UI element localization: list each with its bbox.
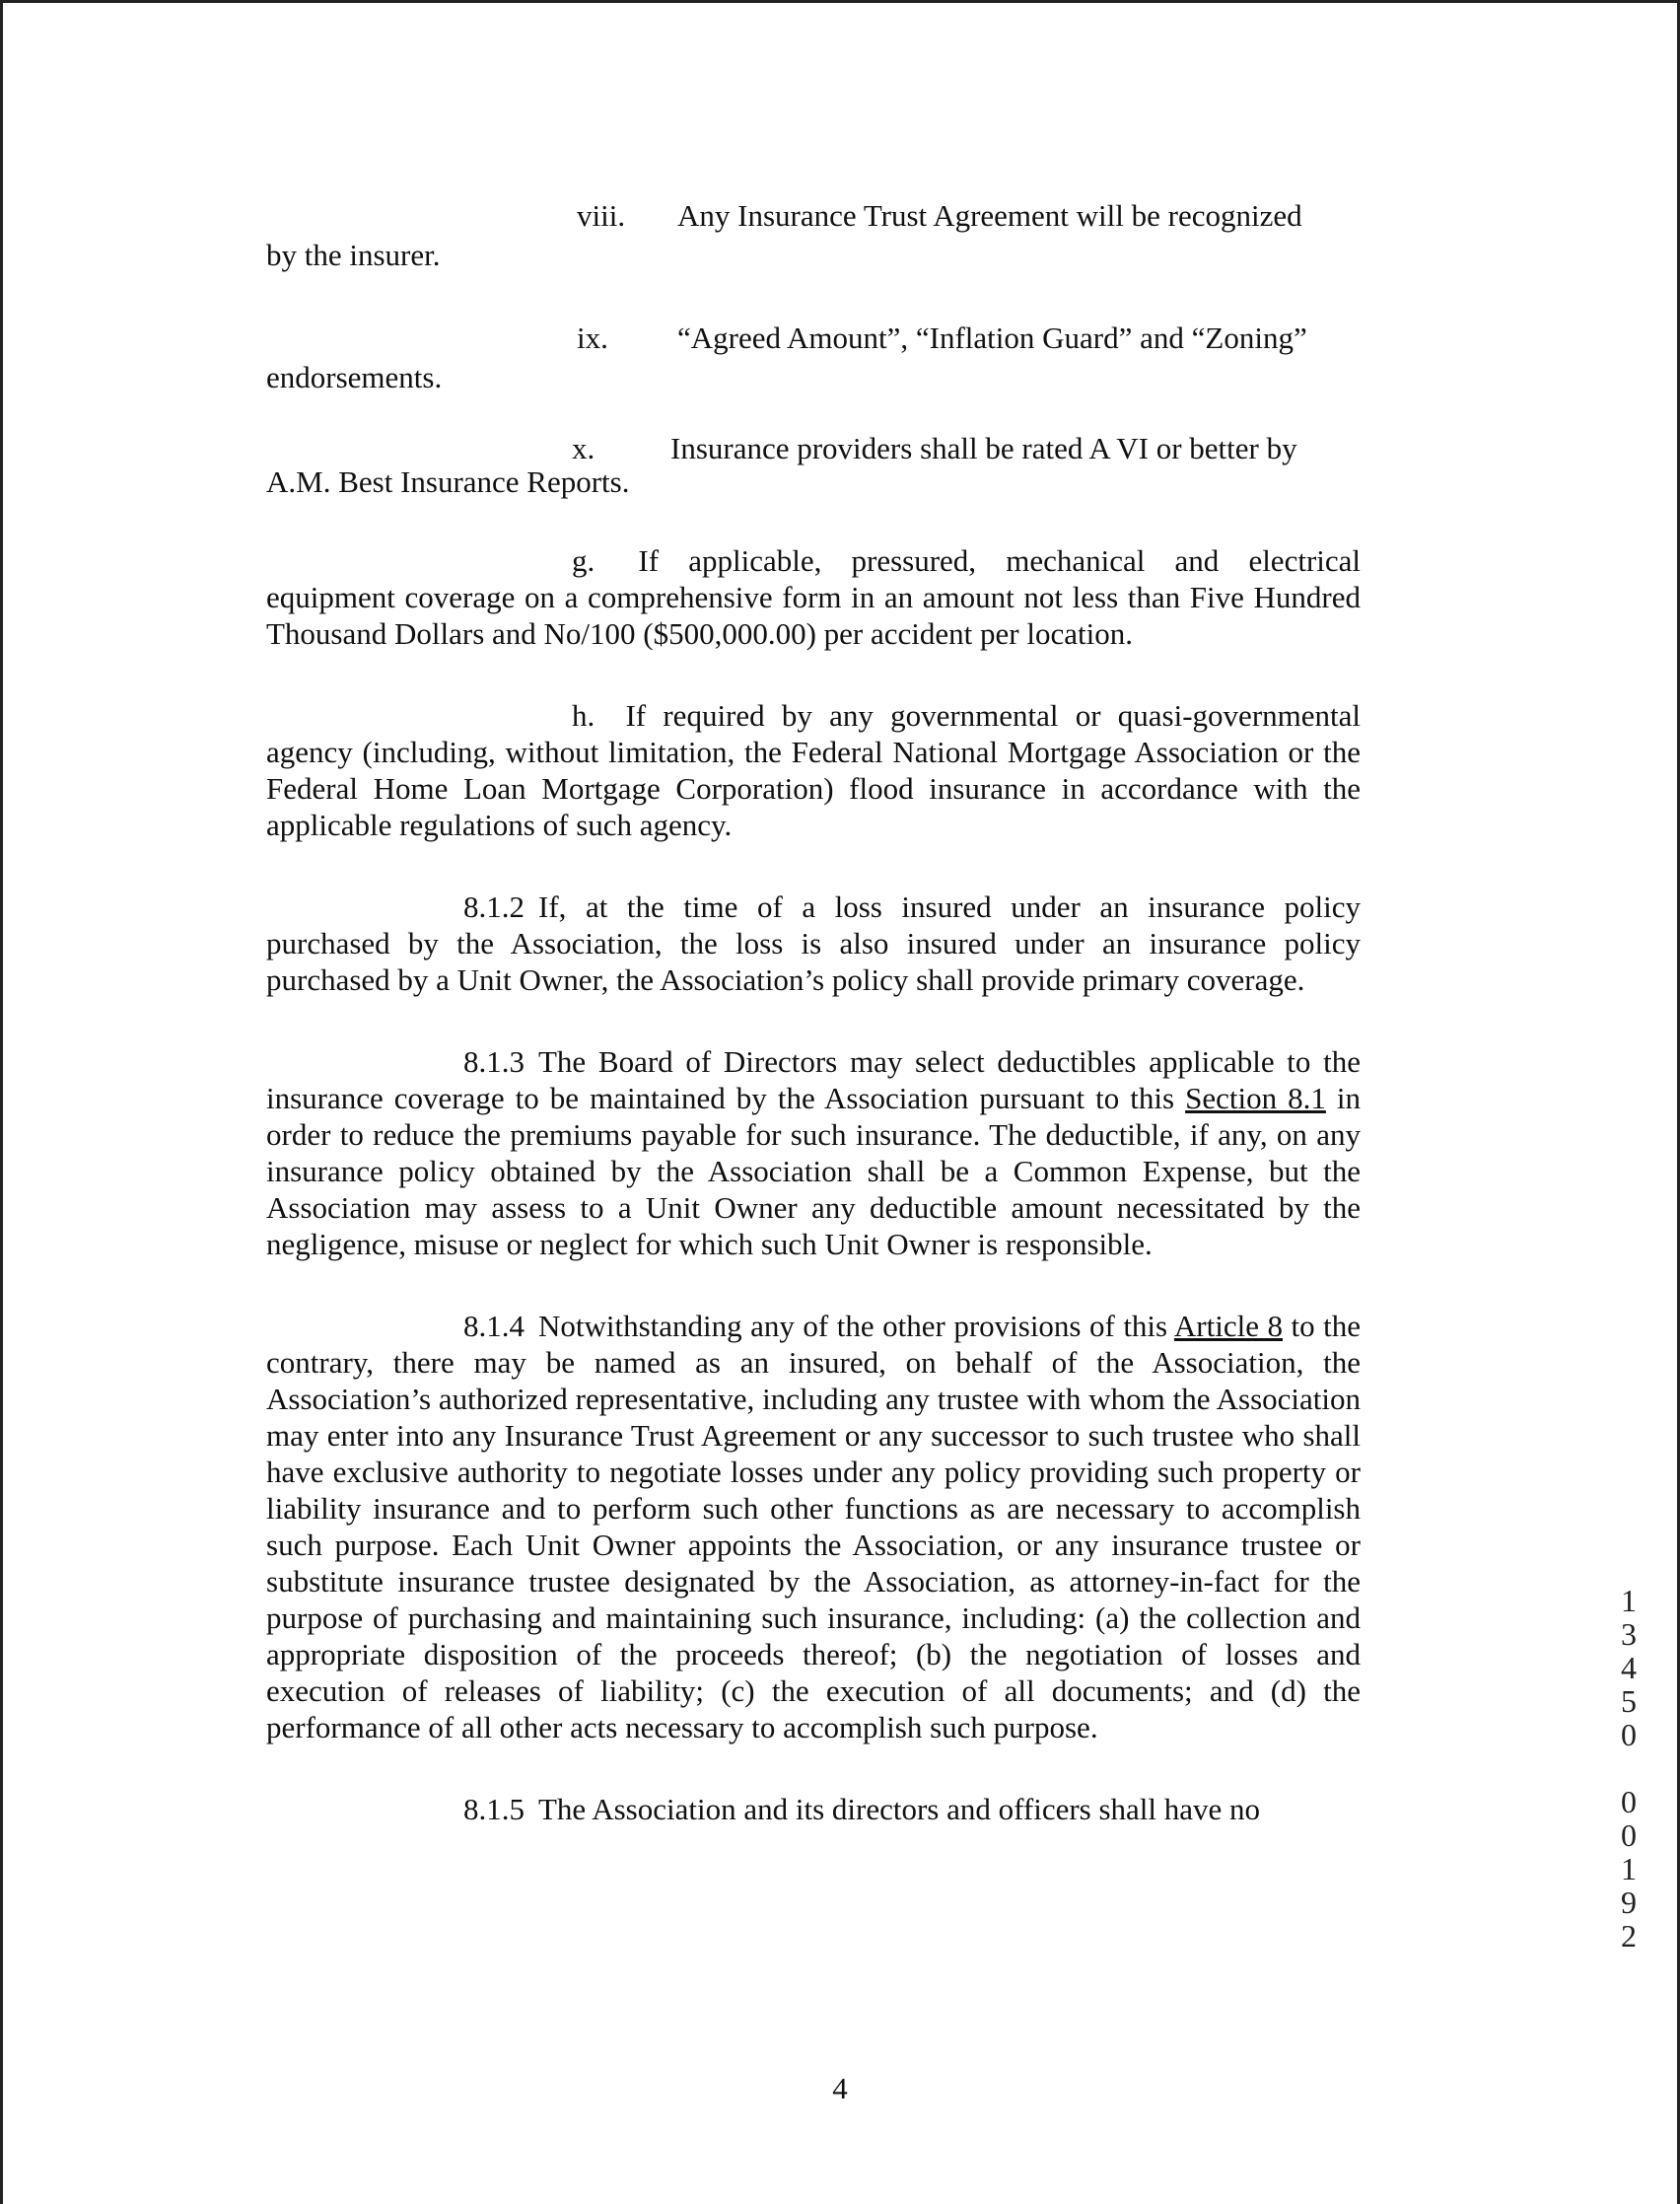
margin-stamp-part2: 00192 [1611,1784,1646,1952]
scan-edge-left [0,0,3,2204]
section-8-1-reference: Section 8.1 [1185,1081,1326,1115]
section-8-1-4 [266,1308,1361,1745]
section-8-1-3-number: 8.1.3 [463,1044,525,1079]
section-8-1-5 [266,1791,1361,1827]
item-g-marker: g. [572,543,595,578]
section-8-1-3 [266,1043,1361,1262]
item-ix-lead: “Agreed Amount”, “Inflation Guard” and “Zoning” [677,320,1307,355]
item-x-lead: Insurance providers shall be rated A VI or better by [670,431,1297,465]
section-8-1-2-number: 8.1.2 [463,889,525,924]
section-8-1-2-text: If, at the time of a loss insured under an insurance policy purchased by the Association, the loss is also insured under an insurance policy purchased by a Unit Owner, the Association’s policy shall provide primary coverage. [266,889,1361,997]
item-g-text: If applicable, pressured, mechanical and electrical equipment coverage on a comprehensive form in an amount not less than Five Hundred Thousand Dollars and No/100 ($500,000.00) per accident per location. [266,543,1362,651]
item-x [266,430,1361,499]
section-8-1-4-text-a: Notwithstanding any of the other provisions of this [538,1309,1168,1343]
section-8-1-4-number: 8.1.4 [463,1309,525,1343]
item-x-continuation: A.M. Best Insurance Reports. [266,464,630,499]
item-g [266,542,1361,652]
item-viii [266,197,1361,276]
section-8-1-3-text-a: The Board of Directors may select deductibles applicable to the insurance coverage to be maintained by the Association pursuant to this [266,1044,1361,1115]
margin-stamp [1611,1583,1646,1952]
item-h [266,697,1361,843]
scan-edge-top [0,0,1680,3]
item-viii-lead: Any Insurance Trust Agreement will be recognized [677,198,1302,233]
item-ix-marker: ix. [577,320,608,355]
page-number: 4 [832,2071,848,2105]
document-page [266,197,1361,1827]
item-ix [266,320,1361,398]
section-8-1-5-number: 8.1.5 [463,1792,525,1826]
item-h-marker: h. [572,698,595,733]
item-ix-continuation: endorsements. [266,360,443,394]
item-h-text: If required by any governmental or quasi-governmental agency (including, without limitation, the Federal National Mortgage Association or the Federal Home Loan Mortgage Corporation) flood insurance in accordance with the applicable regulations of such agency. [266,698,1361,842]
item-viii-continuation: by the insurer. [266,238,441,272]
section-8-1-3-text-b: in order to reduce the premiums payable for such insurance. The deductible, if any, on any insurance policy obtained by the Association shall be a Common Expense, but the Association may assess to a Unit Owner any deductible amount necessitated by the negligence, misuse or neglect for which such Unit Owner is responsible. [266,1081,1361,1261]
item-viii-marker: viii. [577,198,626,233]
section-8-1-5-text: The Association and its directors and officers shall have no [538,1792,1261,1826]
margin-stamp-part1: 13450 [1611,1583,1646,1750]
section-8-1-4-text-b: to the contrary, there may be named as an insured, on behalf of the Association, the Association’s authorized representative, including any trustee with whom the Association may enter into any Insurance Trust Agreement or any successor to such trustee who shall have exclusive authority to negotiate losses under any policy providing such property or liability insurance and to perform such other functions as are necessary to accomplish such purpose. Each Unit Owner appoints the Association, or any insurance trustee or substitute insurance trustee designated by the Association, as attorney-in-fact for the purpose of purchasing and maintaining such insurance, including: (a) the collection and appropriate disposition of the proceeds thereof; (b) the negotiation of losses and execution of releases of liability; (c) the execution of all documents; and (d) the performance of all other acts necessary to accomplish such purpose. [266,1309,1362,1744]
article-8-reference: Article 8 [1173,1309,1283,1343]
section-8-1-2 [266,889,1361,998]
item-x-marker: x. [572,431,595,465]
